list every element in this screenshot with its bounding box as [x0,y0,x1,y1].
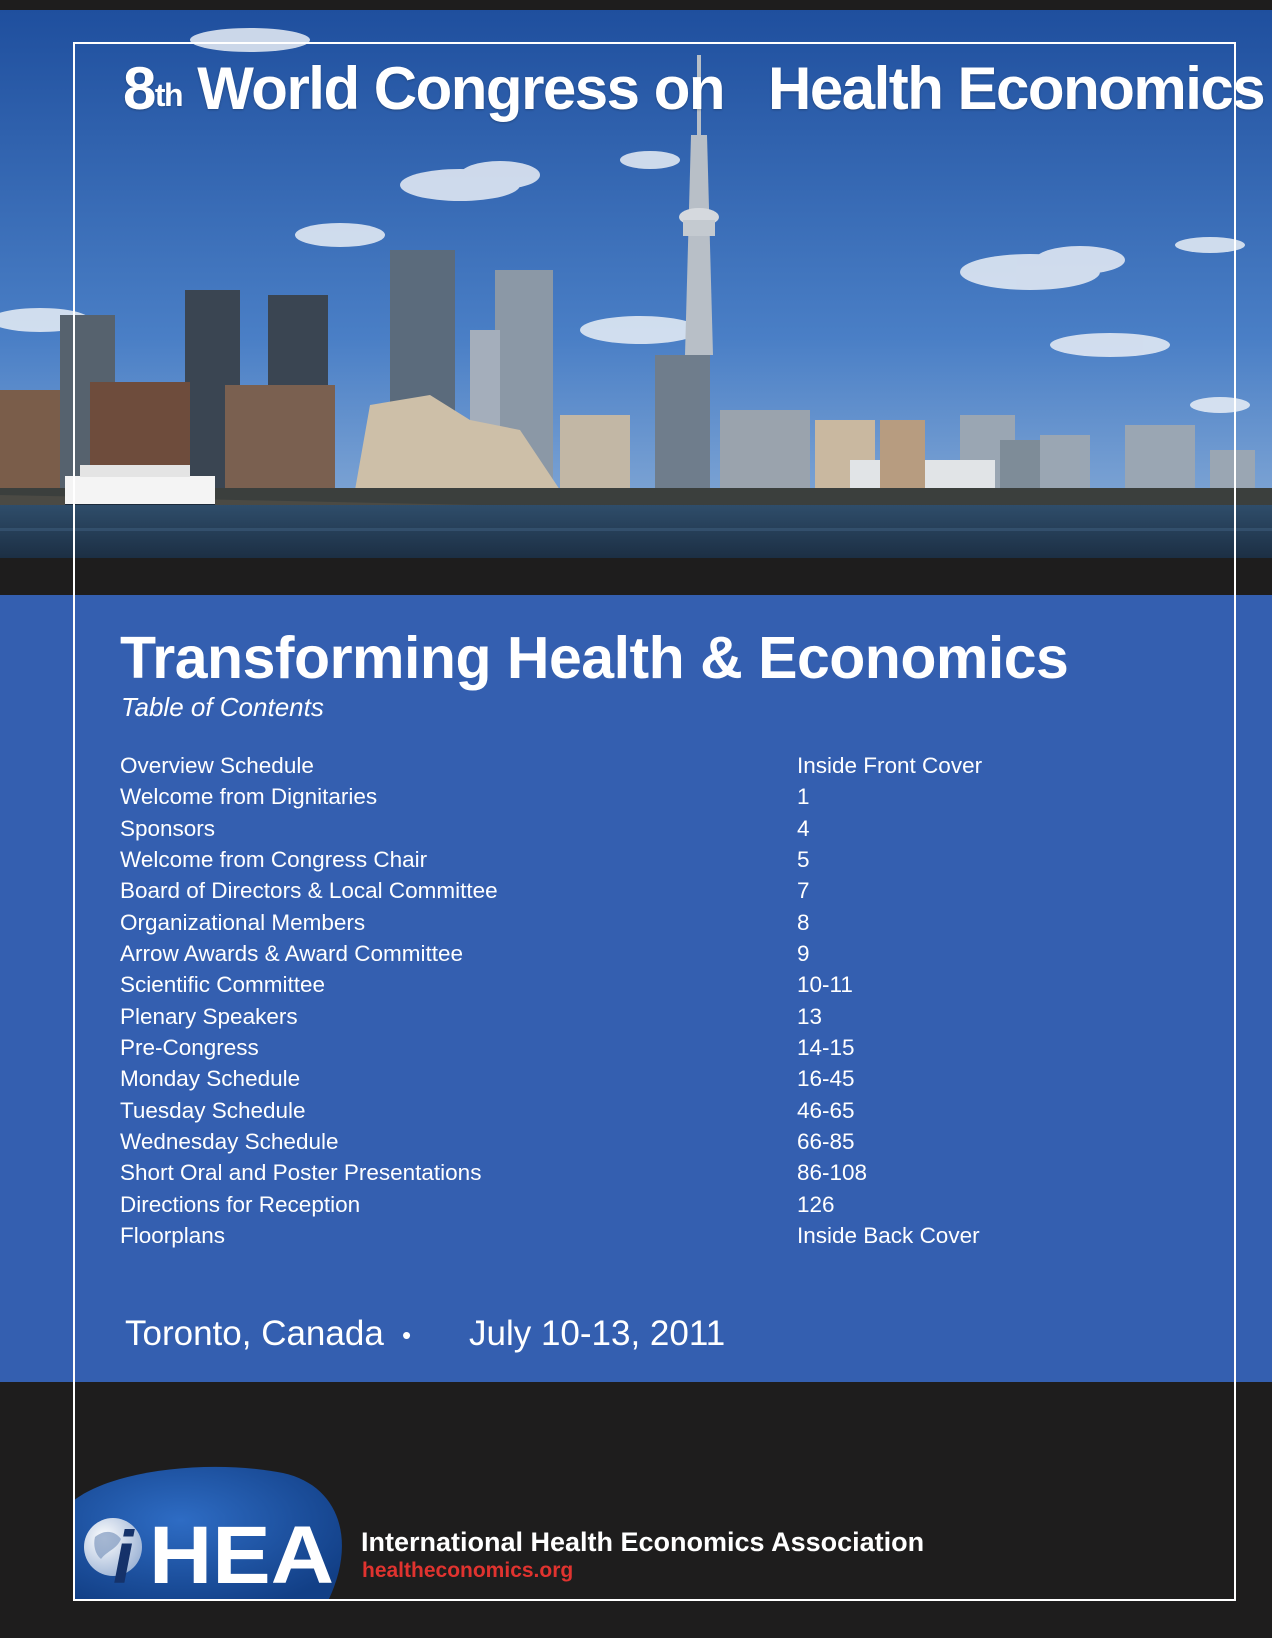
toc-entry-page: 9 [797,940,810,966]
toc-entry-page: Inside Back Cover [797,1222,980,1248]
table-of-contents [120,750,1120,1251]
toc-entry-page: 46-65 [797,1097,855,1123]
toc-row [120,1032,1120,1063]
congress-title-left: World Congress on [197,55,724,122]
toc-row [120,1157,1120,1188]
congress-number: 8 [123,55,155,122]
congress-title [123,54,1264,124]
toc-entry-label: Tuesday Schedule [120,1097,306,1123]
toc-row [120,1189,1120,1220]
ihea-logo-text: HEA [149,1510,334,1601]
toc-row [120,1063,1120,1094]
toc-entry-page: 13 [797,1003,823,1029]
toc-row [120,750,1120,781]
toc-entry-page: 4 [797,815,810,841]
event-separator: • [402,1320,412,1350]
toc-row [120,781,1120,812]
toc-title: Table of Contents [121,692,324,722]
toc-entry-label: Pre-Congress [120,1034,259,1060]
congress-title-right: Health Economics [768,55,1265,122]
toc-entry-page: Inside Front Cover [797,753,983,778]
toc-entry-page: 7 [797,878,810,904]
toc-entry-page: 5 [797,846,810,872]
toc-entry-label: Arrow Awards & Award Committee [120,940,464,966]
toc-row [120,844,1120,875]
toc-entry-page: 86-108 [797,1160,868,1186]
toc-row [120,907,1120,938]
toc-entry-label: Welcome from Congress Chair [120,846,428,872]
toc-entry-label: Short Oral and Poster Presentations [120,1160,482,1186]
ihea-logo-i: i [113,1516,134,1599]
toc-entry-page: 16-45 [797,1066,855,1092]
toc-entry-label: Wednesday Schedule [120,1128,339,1154]
ihea-logo [73,1459,348,1601]
toc-entry-page: 14-15 [797,1034,855,1060]
toc-entry-label: Sponsors [120,815,216,841]
event-location: Toronto, Canada [125,1314,384,1353]
toc-row [120,938,1120,969]
association-url[interactable]: healtheconomics.org [362,1559,574,1582]
toc-entry-page: 66-85 [797,1128,855,1154]
toc-row [120,1126,1120,1157]
toc-entry-label: Overview Schedule [120,753,314,778]
association-name: International Health Economics Association [361,1527,925,1557]
toc-entry-label: Scientific Committee [120,972,326,998]
toc-entry-label: Monday Schedule [120,1066,301,1092]
toc-entry-label: Directions for Reception [120,1191,361,1217]
toc-entry-label: Welcome from Dignitaries [120,784,378,810]
toc-row [120,1001,1120,1032]
toc-row [120,1095,1120,1126]
toc-entry-page: 10-11 [797,972,853,998]
toc-entry-label: Plenary Speakers [120,1003,298,1029]
main-heading: Transforming Health & Economics [120,625,1069,691]
toc-row [120,1220,1120,1251]
congress-number-suffix: th [154,77,183,113]
toc-row [120,969,1120,1000]
toc-entry-label: Floorplans [120,1222,226,1248]
toc-entry-label: Organizational Members [120,909,366,935]
toc-entry-page: 126 [797,1191,835,1217]
event-dates: July 10-13, 2011 [469,1314,726,1353]
toc-row [120,875,1120,906]
toc-entry-page: 1 [797,784,810,810]
toc-row [120,813,1120,844]
toc-entry-page: 8 [797,909,810,935]
toc-entry-label: Board of Directors & Local Committee [120,878,498,904]
